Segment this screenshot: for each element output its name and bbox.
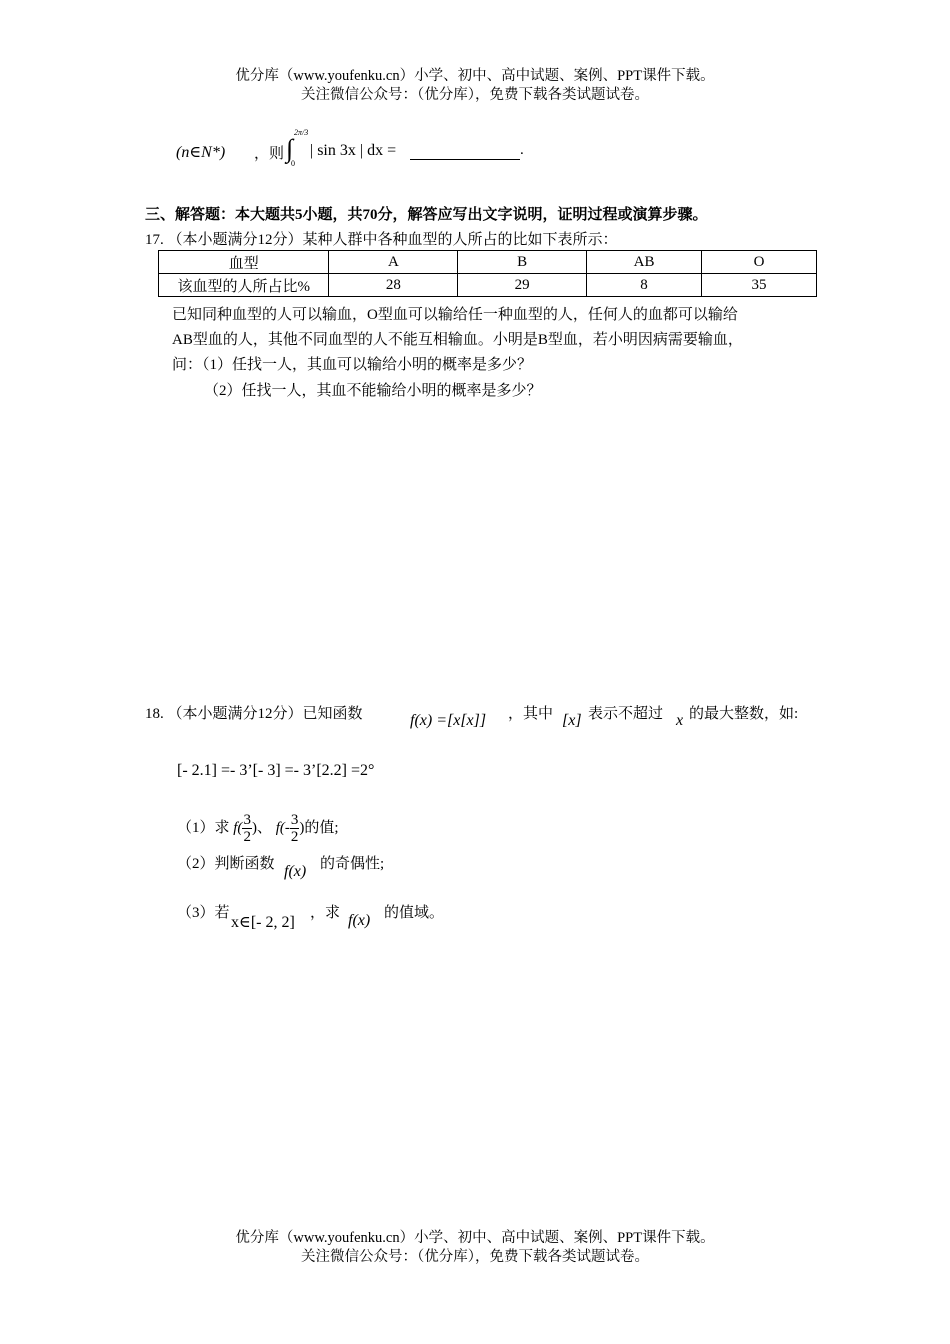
q18-stem-d: 的最大整数，如: [689, 706, 799, 722]
q18-part-3-tail: 的值域。 [384, 905, 445, 921]
table-header-cell: B [458, 251, 587, 274]
integral-sign: ∫ [286, 134, 294, 163]
q18-function-def-text: f(x) =[x[x]] [410, 712, 487, 729]
q16-integrand: | sin 3x | dx = [310, 142, 397, 159]
table-cell: 8 [587, 274, 702, 297]
q18-floor-notation: [x] [562, 712, 582, 729]
footer-line-1: 优分库（www.youfenku.cn）小学、初中、高中试题、案例、PPT课件下载。 [235, 1230, 715, 1246]
q16-upper-limit: 2π/3 [294, 128, 309, 137]
q18-part-1-label: （1）求 [177, 819, 230, 836]
fraction-numerator: 3 [290, 812, 299, 828]
table-header-cell: O [702, 251, 817, 274]
header-line-2: 关注微信公众号：（优分库），免费下载各类试题试卷。 [301, 87, 649, 103]
q18-stem-a: 18. （本小题满分12分）已知函数 [145, 706, 363, 722]
table-cell: 29 [458, 274, 587, 297]
q18-part-1-tail: 的值; [304, 819, 339, 836]
q18-part-2-function: f(x) [284, 863, 307, 880]
q18-part-3-ask: ，求 [310, 905, 341, 921]
header-line-1: 优分库（www.youfenku.cn）小学、初中、高中试题、案例、PPT课件下载。 [235, 68, 715, 84]
q18-part-3-function: f(x) [348, 912, 371, 929]
q17-stem: 17. （本小题满分12分）某种人群中各种血型的人所占的比如下表所示： [145, 232, 618, 248]
q16-lower-limit: 0 [291, 159, 295, 168]
q17-question-2: （2）任找一人，其血不能输给小明的概率是多少？ [204, 383, 542, 399]
q18-part-1 [177, 812, 339, 845]
table-header-cell: 血型 [159, 251, 329, 274]
q18-part-1-close2: ) [299, 819, 305, 836]
table-header-row [159, 251, 817, 274]
table-row [159, 274, 817, 297]
q18-stem-c: 表示不超过 [588, 706, 664, 722]
q16-condition: (n∈N*) [176, 144, 226, 161]
q17-paragraph-2: AB型血的人，其他不同血型的人不能互相输血。小明是B型血，若小明因病需要输血， [172, 332, 743, 348]
fraction-denominator: 2 [243, 829, 251, 845]
q18-function-def [410, 712, 486, 730]
q16-answer-blank [410, 150, 520, 167]
q17-question-1: 问：（1）任找一人，其血可以输给小明的概率是多少？ [172, 357, 533, 373]
q18-part-1-f1: f( [233, 819, 243, 836]
q18-stem-b: ，其中 [508, 706, 554, 722]
q18-part-1-close1: )、 [251, 819, 272, 836]
q18-part-3-label: （3）若 [177, 905, 230, 921]
table-header-cell: A [329, 251, 458, 274]
q18-variable: x [676, 712, 684, 729]
q18-part-3-domain: x∈[- 2, 2] [231, 914, 295, 931]
q16-end: . [520, 142, 524, 158]
blood-type-table [158, 250, 817, 297]
fraction-numerator: 3 [243, 812, 251, 828]
fraction-three-halves [242, 812, 252, 845]
table-cell: 该血型的人所占比% [159, 274, 329, 297]
q16-then: ，则 [254, 146, 285, 162]
table-cell: 28 [329, 274, 458, 297]
q17-paragraph-1: 已知同种血型的人可以输血，O型血可以输给任一种血型的人，任何人的血都可以输给 [172, 307, 738, 323]
q18-examples: [- 2.1] =- 3’[- 3] =- 3’[2.2] =2° [177, 762, 375, 779]
q18-part-2-label: （2）判断函数 [177, 856, 275, 872]
footer-line-2: 关注微信公众号：（优分库），免费下载各类试题试卷。 [301, 1249, 649, 1265]
q18-part-2-tail: 的奇偶性; [320, 856, 385, 872]
fraction-neg-three-halves [290, 812, 300, 845]
fraction-denominator: 2 [290, 829, 299, 845]
section-3-title: 三、解答题：本大题共5小题，共70分，解答应写出文字说明，证明过程或演算步骤。 [145, 207, 708, 223]
table-cell: 35 [702, 274, 817, 297]
table-header-cell: AB [587, 251, 702, 274]
q18-part-1-f2: f(- [275, 819, 290, 836]
